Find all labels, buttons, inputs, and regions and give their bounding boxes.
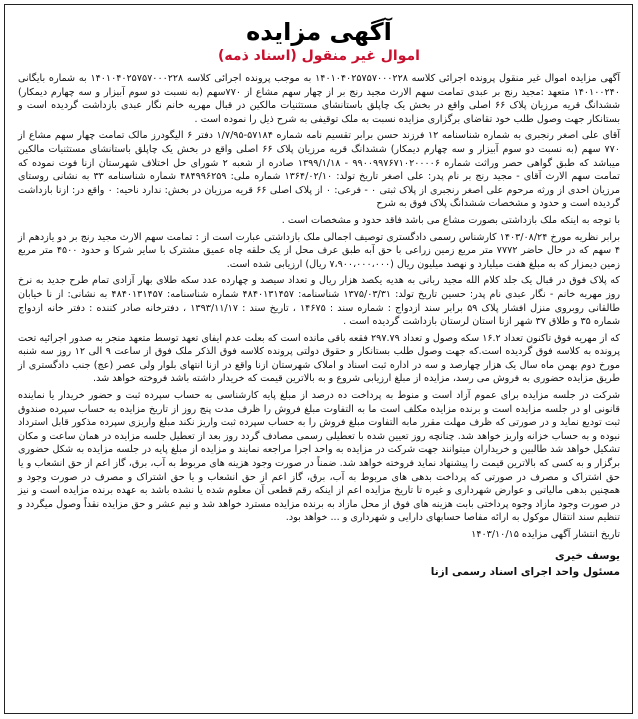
notice-subtitle: اموال غیر منقول (اسناد ذمه) [218,48,420,64]
paragraph-owner-details: آقای علی اصغر رنجبری به شماره شناسنامه ۱۲ فرزند حسن برابر تقسیم نامه شماره ۵۷۱۸۴-۱/۷/۹۵ دفتر ۶ الیگودرز مالک تمامت چهار سهم مشاع از ۷۷۰ سهم (به نسبت دو سوم آبیزار و سه چهارم دیمکار) ششدانگ قریه مرزیان پلاک ۶۶ اصلی واقع در بخش یک چاپلق باستانشای مستثنیات مالکین میباشد که طبق گواهی حصر وراثت شماره ۹۹۰۰۹۹۷۶۷۱۰۲۰۰۰۰۶ - ۱۳۹۹/۱/۱۸ صادره از شعبه ۲ شورای حل اختلاف شهرستان ازنا فوت نموده که تمامت سهم الارث آقای - مجید رنج بر نام پدر: علی اصغر تاریخ تولد: ۱۳۶۴/۰۲/۱۰ شماره ملی: ۴۸۴۹۹۶۲۵۹ شماره شناسنامه ۳۳ به نشانی روستای مرزیان احدی از ورثه مرحوم علی اصغر رنجبری از پلاک ثبتی ۰ - فرعی: ۰ از پلاک اصلی ۶۶ قریه مرزیان در بخش: ندارد ناحیه: ۰ واقع در: ازنا بازداشت گردیده است و حدود و مشخصات ششدانگ پلاک فوق به شرح [18,130,621,210]
paragraph-dowry-claim: که پلاک فوق در قبال یک جلد کلام الله مجید ربانی به هدیه یکصد هزار ریال و تعداد سیصد و چهارده عدد سکه طلای بهار آزادی تمام طرح جدید به نرخ روز مهریه خانم - نگار عبدی نام پدر: حسین تاریخ تولد: ۱۳۷۵/۰۳/۳۱ شناسنامه: ۴۸۴۰۱۳۱۴۵۷ شماره شناسنامه: ۴۸۴۰۱۳۱۴۵۷ به نشانی: از نا خیابان طالقانی روبروی منزل افشار پلاک ۵۹ برابر سند ازدواج : شماره سند : ۱۴۶۷۵ ، تاریخ سند : ۱۳۹۳/۱۱/۱۷ ، دفترخانه صادر کننده : دفتر خانه ازدواج شماره ۳۵ و طلاق ۳۷ شهر ازنا استان لرستان بازداشت گردیده است . [18,275,621,328]
signer-name: یوسف خیری [554,549,620,562]
paragraph-boundaries-note: با توجه به اینکه ملک بازداشتی بصورت مشاع می باشد فاقد حدود و مشخصات است . [281,214,620,226]
notice-title: آگهی مزایده [246,18,392,46]
signer-title: مسئول واحد اجرای اسناد رسمی ازنا [430,565,620,578]
paragraph-expert-appraisal: برابر نظریه مورخ ۱۴۰۳/۰۸/۲۴ کارشناس رسمی دادگستری توصیف اجمالی ملک بازداشتی عبارت است از : تمامت سهم الارث مجید رنج بر دو یازدهم از ۴ سهم که در حال حاضر ۷۷۷۲ متر مربع زمین زراعی با حق آبه طبق عرف محل از یک حلقه چاه عمیق مشترک با سایر شرکا و حدود ۴۵۰۰ متر مربع زمین دیمزار که به مبلغ هفت میلیارد و نهصد میلیون ریال (۷،۹۰۰،۰۰۰،۰۰۰ ریال) ارزیابی شده است. [18,231,620,270]
notice-content [8,6,630,580]
publish-date: تاریخ انتشار آگهی مزایده ۱۴۰۳/۱۰/۱۵ [471,529,620,540]
paragraph-auction-schedule: که از مهریه فوق تاکنون تعداد ۱۶.۲ سکه وصول و تعداد ۲۹۷.۷۹ فقعه باقی مانده است که بعلت عدم ایفای تعهد توسط متعهد منجر به صدور اجرائیه تحت پرونده به کلاسه فوق گردیده است.که جهت وصول طلب بستانکار و حقوق دولتی پرونده کلاسه فوق الذکر ملک فوق از ساعت ۹ الی ۱۲ روز سه شنبه مورخ دوم بهمن ماه سال یک هزار چهارصد و سه در اداره ثبت اسناد و املاک شهرستان ازنا واقع در ازنا انتهای بلوار ولی عصر (عج) جنب دادگستری از طریق مزایده حضوری به فروش می رسد، مزایده از مبلغ ارزیابی شروع و به بالاترین قیمت که خریدار داشته باشد فروخته خواهد شد. [18,332,621,385]
paragraph-auction-terms: شرکت در جلسه مزایده برای عموم آزاد است و منوط به پرداخت ده درصد از مبلغ پایه کارشناسی به حساب سپرده ثبت و حضور خریدار یا نماینده قانونی او در جلسه مزایده است و برنده مزایده مکلف است ما به التفاوت مبلغ فروش را ظرف مدت پنج روز از تاریخ مزایده به حساب سپرده صندوق ثبت تودیع نماید و در صورتی که ظرف مهلت مقرر مابه التفاوت مبلغ فروش را به حساب سپرده ثبت واریز نکند مبلغ واریزی سپرده مذکور قابل استرداد نبوده و به حساب خزانه واریز خواهد شد. چنانچه روز تعیین شده با تعطیلی رسمی مصادف گردد روز بعد از تعطیل جلسه مزایده در همان ساعت و مکان تشکیل خواهد شد طالبین و خریداران میتوانند جهت شرکت در مزایده به واحد اجرا مراجعه نمایند و مزایده از مبلغ پایه در جلسه مزایده به شکل حضوری برگزار و به کسی که بالاترین قیمت را پیشنهاد نماید فروخته خواهد شد. ضمناً در صورت وجود هزینه های مربوط به آب، برق، گاز اعم از حق انشعاب و یا حق اشتراک و مصرف در صورتی که پرداخت بدهی های مربوط به آب، برق، گاز اعم از حق انشعاب و یا حق اشتراک و مصرف در صورت وجود و همچنین بدهی مالیاتی و عوارض شهرداری و غیره تا تاریخ مزایده اعم از اینکه رقم قطعی آن معلوم شده یا نشده باشد به عهده برنده مزایده است و نیز در صورت وجود مازاد وجوه پرداختی بابت هزینه های فوق از محل مازاد به برنده مزایده مسترد خواهد شد و نیم عشر و حق مزایده نقداً وصول میگردد و تنظیم سند انتقال موکول به ارائه مفاصا حسابهای دارایی و شهرداری و ... خواهد بود. [18,390,620,524]
paragraph-intro: آگهی مزایده اموال غیر منقول پرونده اجرائی کلاسه ۱۴۰۱۰۴۰۲۵۷۵۷۰۰۰۲۲۸ به موجب پرونده اجرائی کلاسه ۱۴۰۱۰۴۰۲۵۷۵۷۰۰۰۲۲۸ به شماره بایگانی ۱۴۰۱۰۰۲۴۰ متعهد :مجید رنج بر عبدی تمامت سهم الارث مجید رنج بر از چهار سهم مشاع از ۷۷۰سهم (به نسبت دو سوم آبیزار و سه چهارم دیمکار) ششدانگ قریه مرزیان پلاک ۶۶ اصلی واقع در بخش یک چاپلق باستانشای مستثنیات مالکین در قبال مهریه خانم نگار عبدی بازداشت گردیده است و بستانکار جهت وصول طلب خود تقاضای برگزاری مزایده نسبت به ملک توقیفی به شرح ذیل را نموده است . [18,73,620,125]
